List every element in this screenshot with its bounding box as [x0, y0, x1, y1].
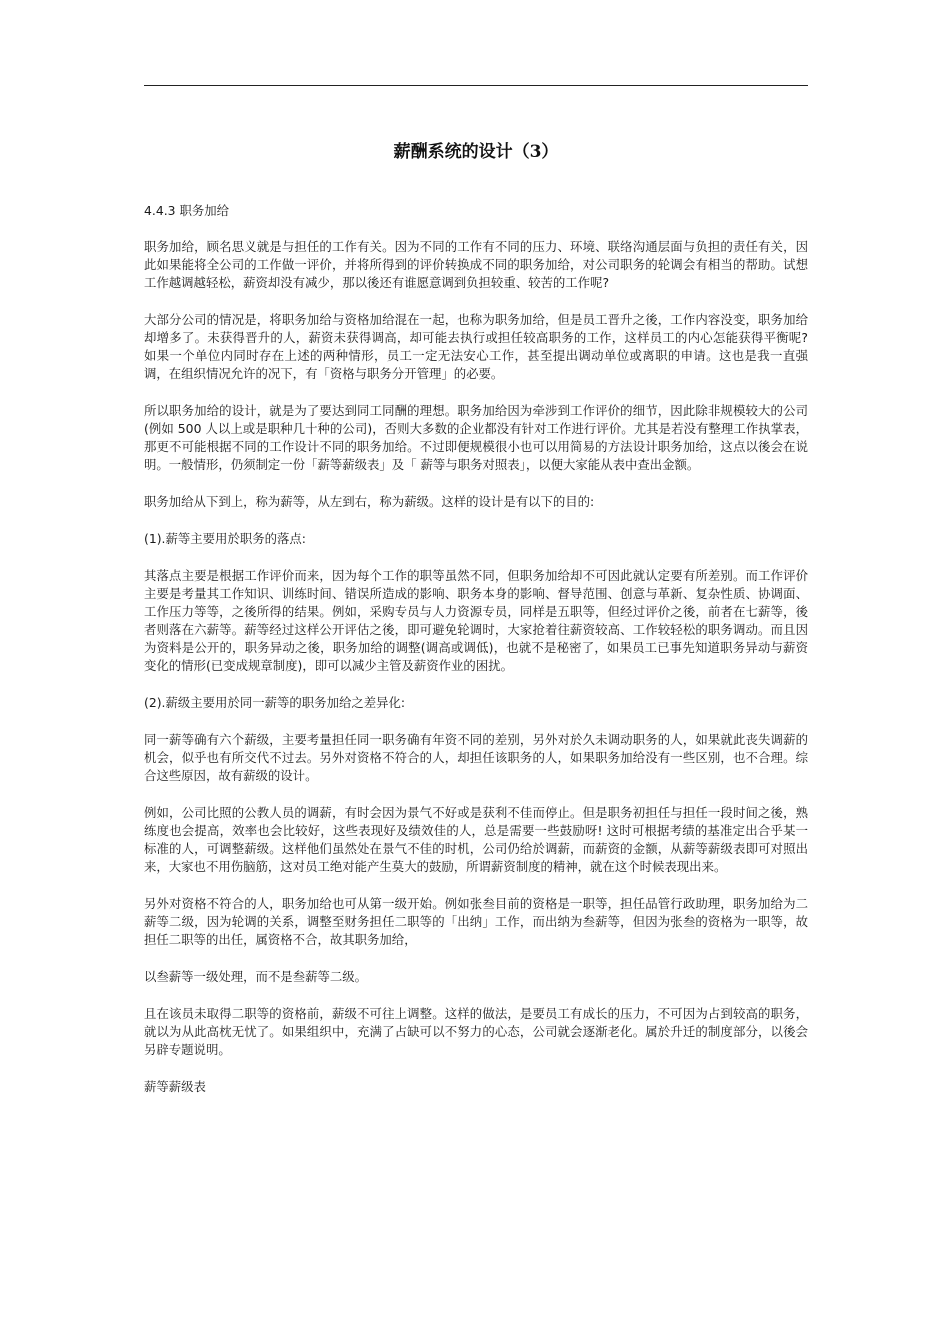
subheading: (2).薪级主要用於同一薪等的职务加给之差异化: — [144, 695, 406, 710]
paragraph: 另外对资格不符合的人，职务加给也可从第一级开始。例如张叁目前的资格是一职等，担任品管行政助理，职务加给为二薪等二级，因为轮调的关系，调整至财务担任二职等的「出纳」工作，而出纳为叁薪等，但因为张叁的资格为一职等，故担任二职等的出任，属资格不合，故其职务加给， — [144, 896, 808, 947]
paragraph: 职务加给从下到上，称为薪等，从左到右，称为薪级。这样的设计是有以下的目的: — [144, 494, 595, 509]
paragraph: 其落点主要是根据工作评价而来，因为每个工作的职等虽然不同，但职务加给却不可因此就认定要有所差别。而工作评价主要是考量其工作知识、训练时间、错误所造成的影响、职务本身的影响、督导范围、创意与革新、复杂性质、协调面、工作压力等等，之後所得的结果。例如，采购专员与人力资源专员，同样是五职等，但经过评价之後，前者在七薪等，後者则落在六薪等。薪等经过这样公开评估之後，即可避免轮调时，大家抢着往薪资较高、工作较轻松的职务调动。而且因为资料是公开的，职务异动之後，职务加给的调整(调高或调低)，也就不是秘密了，如果员工已事先知道职务异动与薪资变化的情形(已变成规章制度)，即可以减少主管及薪资作业的困扰。 — [144, 568, 808, 673]
paragraph: 以叁薪等一级处理，而不是叁薪等二级。 — [144, 969, 368, 984]
paragraph: 且在该员未取得二职等的资格前，薪级不可往上调整。这样的做法，是要员工有成长的压力，不可因为占到较高的职务，就以为从此高枕无忧了。如果组织中，充满了占缺可以不努力的心态，公司就会逐渐老化。属於升迁的制度部分，以後会另辟专题说明。 — [144, 1006, 808, 1057]
paragraph: 同一薪等确有六个薪级，主要考量担任同一职务确有年资不同的差别，另外对於久未调动职务的人，如果就此丧失调薪的机会，似乎也有所交代不过去。另外对资格不符合的人，却担任该职务的人，如果职务加给没有一些区别，也不合理。综合这些原因，故有薪级的设计。 — [144, 732, 808, 783]
document-body — [144, 202, 808, 1115]
paragraph: 职务加给，顾名思义就是与担任的工作有关。因为不同的工作有不同的压力、环境、联络沟通层面与负担的责任有关，因此如果能将全公司的工作做一评价，并将所得到的评价转换成不同的职务加给，对公司职务的轮调会有相当的帮助。试想工作越调越轻松，薪资却没有减少，那以後还有谁愿意调到负担较重、较苦的工作呢? — [144, 239, 808, 290]
paragraph: 所以职务加给的设计，就是为了要达到同工同酬的理想。职务加给因为牵涉到工作评价的细节，因此除非规模较大的公司(例如 500 人以上或是职种几十种的公司)，否则大多数的企业都没有针对工作进行评价。尤其是若没有整理工作执掌表，那更不可能根据不同的工作设计不同的职务加给。不过即便规模很小也可以用简易的方法设计职务加给，这点以後会在说明。一般情形，仍须制定一份「薪等薪级表」及「 薪等与职务对照表」，以便大家能从表中查出金额。 — [144, 403, 808, 472]
subheading: (1).薪等主要用於职务的落点: — [144, 531, 306, 546]
table-caption: 薪等薪级表 — [144, 1079, 206, 1094]
section-heading: 4.4.3 职务加给 — [144, 203, 230, 218]
header-rule — [144, 85, 808, 86]
document-title: 薪酬系统的设计（3） — [393, 142, 559, 162]
paragraph: 大部分公司的情况是，将职务加给与资格加给混在一起，也称为职务加给，但是员工晋升之後，工作内容没变，职务加给却增多了。未获得晋升的人，薪资未获得调高，却可能去执行或担任较高职务的工作，这样员工的内心怎能获得平衡呢? 如果一个单位内同时存在上述的两种情形，员工一定无法安心工作，甚至提出调动单位或离职的申请。这也是我一直强调，在组织情况允许的况下，有「资格与职务分开管理」的必要。 — [144, 312, 808, 381]
paragraph: 例如，公司比照的公教人员的调薪，有时会因为景气不好或是获利不佳而停止。但是职务初担任与担任一段时间之後，熟练度也会提高，效率也会比较好，这些表现好及绩效佳的人，总是需要一些鼓励呀! 这时可根据考绩的基准定出合乎某一标准的人，可调整薪级。这样他们虽然处在景气不佳的时机，公司仍给於调薪，而薪资的金额，从薪等薪级表即可对照出来，大家也不用伤脑筋，这对员工绝对能产生莫大的鼓励，所谓薪资制度的精神，就在这个时候表现出来。 — [144, 805, 808, 874]
